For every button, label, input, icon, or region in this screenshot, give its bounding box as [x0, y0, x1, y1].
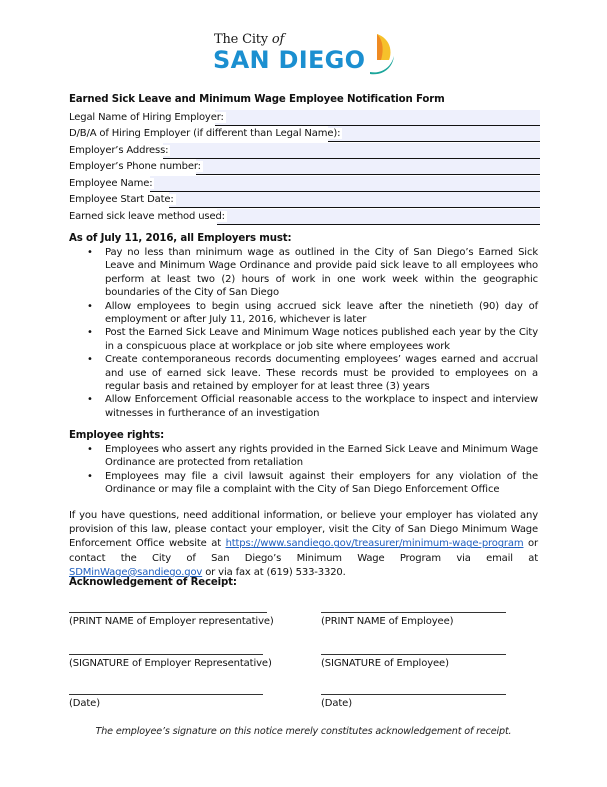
- list-item-text: Employees may file a civil lawsuit against their employers for any violation of the Ordinance or may file a complaint with the City of San Diego Enforcement Office: [105, 470, 538, 496]
- list-item-text: Pay no less than minimum wage as outlined in the City of San Diego’s Earned Sick Leave and Minimum Wage Ordinance and provide paid sick leave to all employees who perform at least two (2) hours of work in one work week within the geographic boundaries of the City of San Diego: [105, 247, 538, 299]
- signature-caption: (SIGNATURE of Employer Representative): [69, 658, 272, 669]
- sick-leave-method-input[interactable]: [217, 209, 540, 225]
- field-label: D/B/A of Hiring Employer (if different than Legal Name):: [69, 128, 341, 139]
- employee-start-date-input[interactable]: [169, 192, 540, 208]
- contact-text: or via fax at (619) 533-3320.: [202, 566, 346, 578]
- list-item: [69, 443, 538, 470]
- contact-text: or contact the City of San Diego’s Minimum Wage Program via email at: [69, 538, 538, 564]
- employee-rights-list: [69, 443, 538, 497]
- employer-date-line[interactable]: [69, 694, 263, 695]
- employee-signature-line[interactable]: [321, 654, 506, 655]
- field-label: Employee Start Date:: [69, 194, 174, 205]
- bullet-icon: •: [87, 394, 93, 406]
- list-item-text: Employees who assert any rights provided in the Earned Sick Leave and Minimum Wage Ordinance are protected from retaliation: [105, 444, 538, 469]
- acknowledgement-heading: Acknowledgement of Receipt:: [69, 577, 237, 588]
- employee-date-block: [321, 694, 506, 709]
- field-legal-name: [69, 110, 540, 126]
- website-link[interactable]: https://www.sandiego.gov/treasurer/minimum-wage-program: [225, 538, 524, 550]
- list-item-text: Post the Earned Sick Leave and Minimum Wage notices published each year by the City in a conspicuous place at workplace or job site where employees work: [105, 327, 538, 352]
- employer-date-block: [69, 694, 263, 709]
- field-sick-leave-method: [69, 209, 540, 225]
- signature-caption: (Date): [69, 698, 100, 709]
- employee-print-name-line[interactable]: [321, 612, 506, 613]
- field-label: Employer’s Phone number:: [69, 161, 201, 172]
- bullet-icon: •: [87, 354, 93, 366]
- logo-the-city-of: [214, 32, 284, 47]
- bullet-icon: •: [87, 444, 93, 455]
- bullet-icon: •: [87, 247, 93, 258]
- signature-caption: (Date): [321, 698, 352, 709]
- field-dba: [69, 126, 540, 142]
- city-of-san-diego-logo: [214, 32, 404, 82]
- bullet-icon: •: [87, 300, 93, 312]
- dba-input[interactable]: [328, 126, 540, 142]
- employee-rights-heading: Employee rights:: [69, 430, 165, 441]
- email-link[interactable]: SDMinWage@sandiego.gov: [69, 566, 203, 578]
- list-item: [69, 326, 538, 353]
- employee-name-input[interactable]: [150, 176, 540, 192]
- field-employee-name: [69, 176, 540, 192]
- employee-signature-block: [321, 654, 506, 669]
- field-label: Employee Name:: [69, 178, 153, 189]
- employers-must-list: [69, 246, 538, 420]
- bullet-icon: •: [87, 327, 93, 339]
- contact-paragraph: [69, 509, 538, 580]
- logo-line1: The City: [214, 32, 268, 47]
- list-item: [69, 393, 538, 420]
- field-label: Earned sick leave method used:: [69, 211, 225, 222]
- employer-phone-input[interactable]: [196, 159, 540, 175]
- list-item-text: Allow employees to begin using accrued sick leave after the ninetieth (90) day of employment or after July 11, 2016, whichever is later: [105, 300, 538, 326]
- field-label: Legal Name of Hiring Employer:: [69, 112, 224, 123]
- employer-address-input[interactable]: [163, 143, 540, 159]
- field-employer-phone: [69, 159, 540, 175]
- employers-must-heading: As of July 11, 2016, all Employers must:: [69, 233, 292, 244]
- footer-note: The employee’s signature on this notice merely constitutes acknowledgement of receipt.: [95, 726, 512, 737]
- field-employee-start-date: [69, 192, 540, 208]
- contact-text: If you have questions, need additional information, or believe your employer has violated any provision of this law, please contact your employer, visit the City of San Diego Minimum Wage Enforcement Office website at: [69, 510, 538, 550]
- list-item: [69, 300, 538, 327]
- employee-date-line[interactable]: [321, 694, 506, 695]
- field-employer-address: [69, 143, 540, 159]
- sail-icon: [367, 32, 397, 76]
- signature-caption: (SIGNATURE of Employee): [321, 658, 449, 669]
- signature-caption: (PRINT NAME of Employee): [321, 616, 454, 627]
- legal-name-input[interactable]: [215, 110, 540, 126]
- employer-signature-line[interactable]: [69, 654, 263, 655]
- employer-print-name-signature-block: [69, 612, 274, 627]
- employer-print-name-line[interactable]: [69, 612, 267, 613]
- list-item-text: Create contemporaneous records documenting employees’ wages earned and accrual and use of earned sick leave. These records must be provided to employees on a regular basis and retained by employer for at least three (3) years: [105, 354, 538, 393]
- logo-san-diego: SAN DIEGO: [213, 46, 366, 74]
- employee-print-name-block: [321, 612, 506, 627]
- list-item-text: Allow Enforcement Official reasonable access to the workplace to inspect and interview witnesses in furtherance of an investigation: [105, 394, 538, 419]
- signature-caption: (PRINT NAME of Employer representative): [69, 616, 274, 627]
- employer-signature-block: [69, 654, 272, 669]
- list-item: [69, 246, 538, 300]
- list-item: [69, 353, 538, 393]
- field-label: Employer’s Address:: [69, 145, 169, 156]
- form-title: Earned Sick Leave and Minimum Wage Employee Notification Form: [69, 94, 445, 105]
- bullet-icon: •: [87, 470, 93, 482]
- list-item: [69, 470, 538, 497]
- logo-of: of: [271, 32, 285, 47]
